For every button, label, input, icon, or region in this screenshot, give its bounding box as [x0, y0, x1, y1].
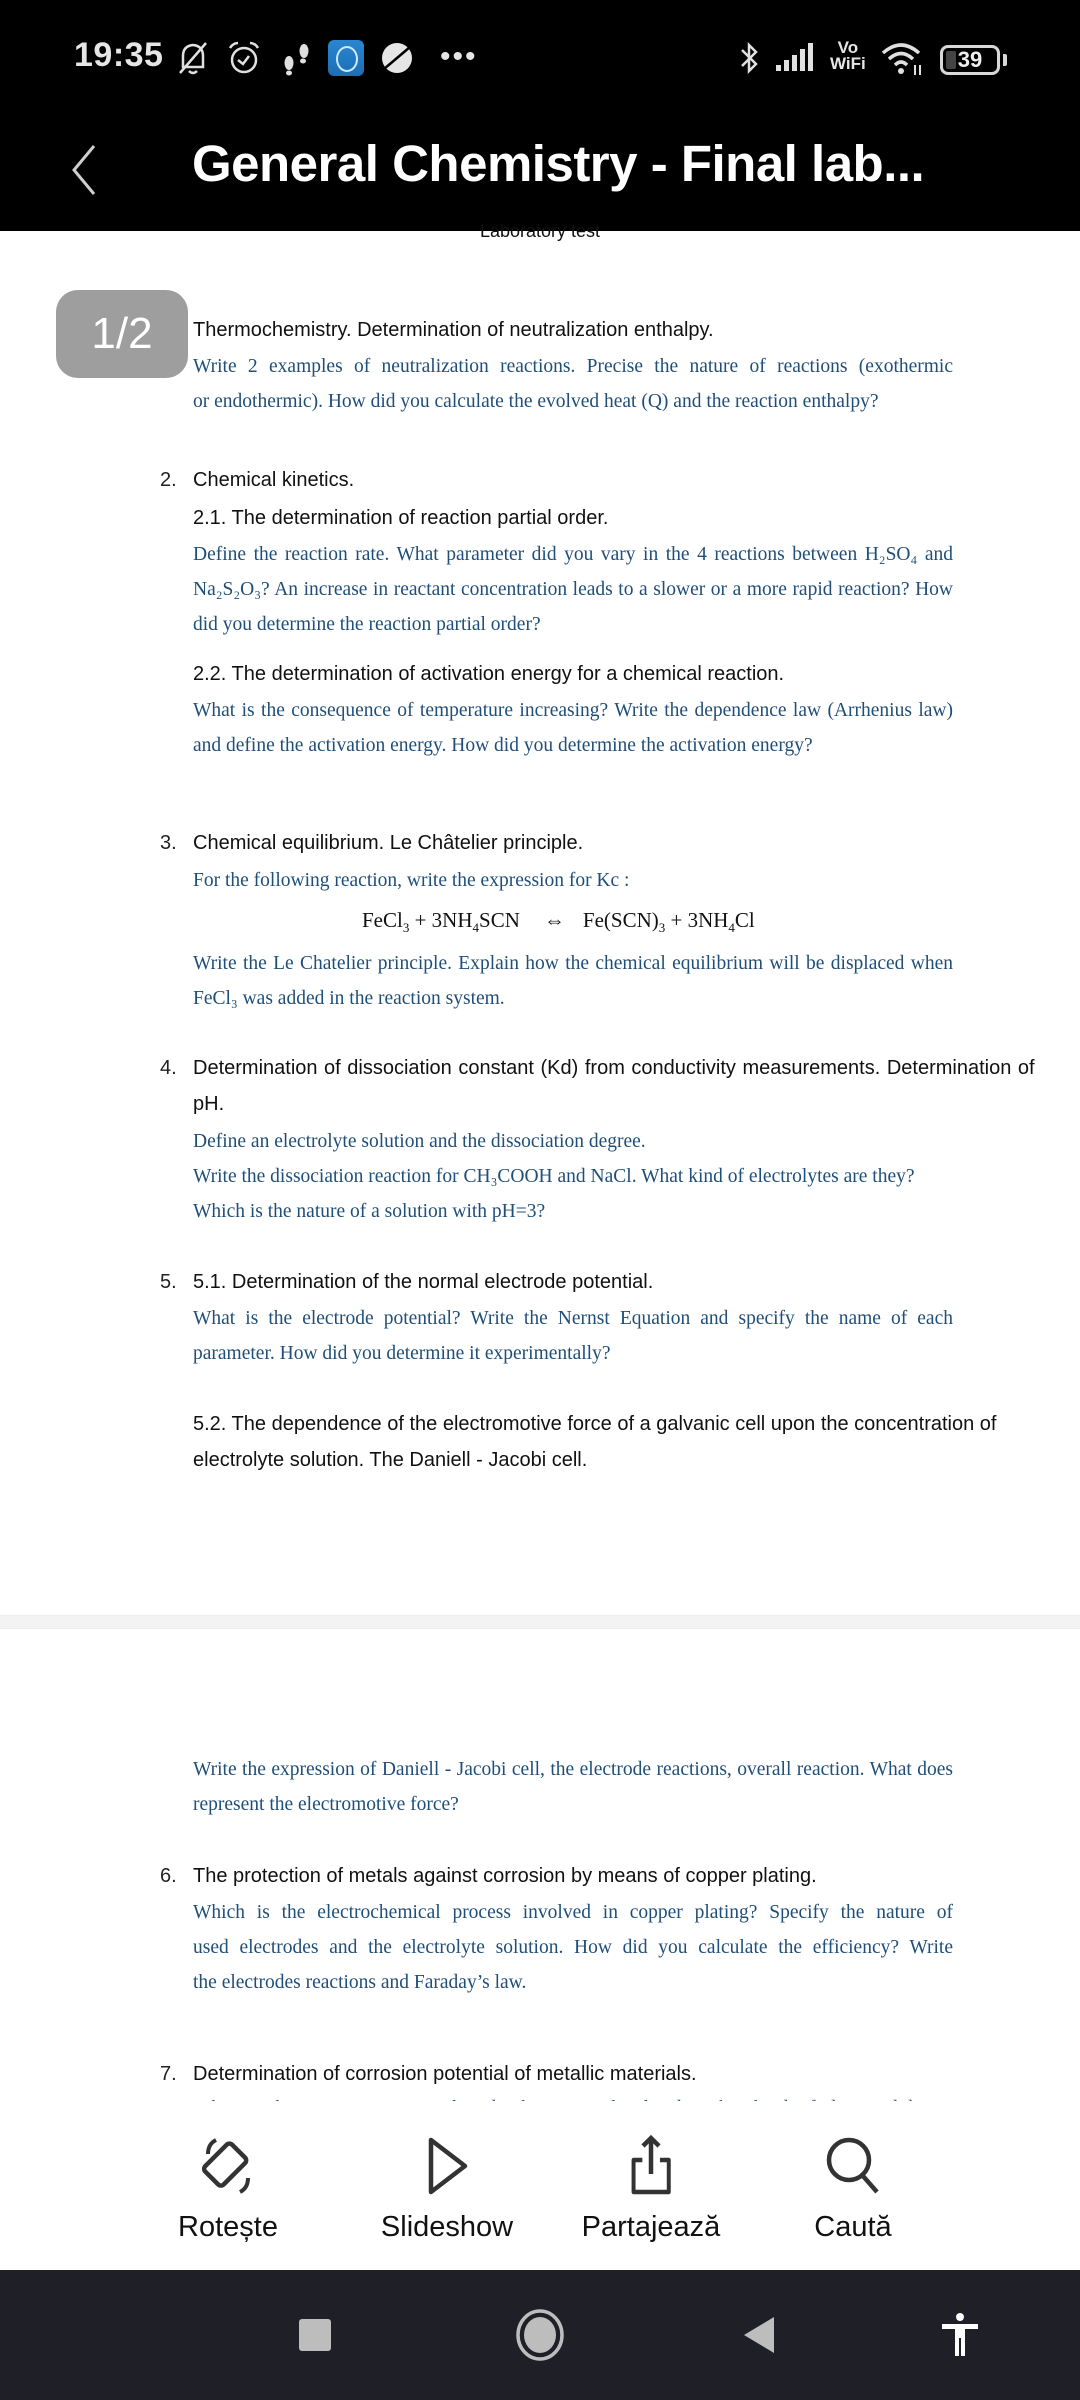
section-question: Define an electrolyte solution and the dissociation degree. Write the dissociation reaction for CH₃COOH and NaCl. What kind of electrolytes are they? Which is the nature of a solution with pH=3?: [193, 1131, 915, 1222]
document-title: General Chemistry - Final lab...: [192, 135, 925, 192]
section-question: Write the Le Chatelier principle. Explain how the chemical equilibrium will be displaced when FeCl₃ was added in the reaction system.: [193, 953, 953, 1009]
subsection-title-cont: electrolyte solution. The Daniell - Jacobi cell.: [193, 1449, 588, 1471]
bell-muted-icon: [176, 38, 210, 78]
search-button[interactable]: Caută: [763, 2101, 943, 2270]
bluetooth-icon: [738, 38, 762, 78]
battery-level: 39: [957, 47, 983, 72]
square-icon: [298, 2317, 332, 2353]
subsection-title: 5.1. Determination of the normal electrode potential.: [193, 1271, 654, 1293]
section-number: 2.: [160, 469, 177, 491]
battery-icon: [940, 45, 1000, 75]
subsection-question: What is the electrode potential? Write the Nernst Equation and specify the name of each parameter. How did you determine it experimentally?: [193, 1308, 953, 1364]
document-viewer[interactable]: [0, 221, 1080, 2101]
section-title: Chemical equilibrium. Le Châtelier principle.: [193, 832, 584, 854]
alarm-icon: [226, 38, 262, 78]
section-title: Chemical kinetics.: [193, 469, 355, 491]
subsection-question: Write the expression of Daniell - Jacobi cell, the electrode reactions, overall reaction. What does represent the electromotive force?: [193, 1759, 953, 1815]
chevron-left-icon: [68, 142, 100, 198]
rotate-button[interactable]: Rotește: [138, 2101, 318, 2270]
recents-button[interactable]: [298, 2310, 332, 2360]
section-number: 7.: [160, 2063, 177, 2085]
back-nav-button[interactable]: [742, 2310, 778, 2360]
subsection-title: 5.2. The dependence of the electromotive force of a galvanic cell upon the concentration of: [193, 1413, 997, 1435]
section-number: 5.: [160, 1271, 177, 1293]
section-title-cont: pH.: [193, 1093, 225, 1115]
equilibrium-arrow-icon: ⇔: [543, 908, 565, 932]
share-button[interactable]: Partajează: [561, 2101, 741, 2270]
section-question: Write 2 examples of neutralization reactions. Precise the nature of reactions (exothermic or endothermic). How did you calculate the evolved heat (Q) and the reaction enthalpy?: [193, 356, 953, 412]
section-title: Determination of corrosion potential of metallic materials.: [193, 2063, 697, 2085]
search-icon: [821, 2133, 885, 2199]
system-navbar: [0, 2270, 1080, 2400]
vowifi-icon: Vo WiFi: [830, 38, 866, 73]
rotate-icon: [196, 2133, 260, 2199]
section-title: Determination of dissociation constant (Kd) from conductivity measurements. Determination of: [193, 1057, 1035, 1079]
section-number: 3.: [160, 832, 177, 854]
page-indicator: 1/2: [56, 290, 188, 378]
reaction-equation: FeCl$_3$ + $3NH_4SCN$ ⇔ $Fe(SCN)_3 + 3NH_4Cl$: [362, 908, 755, 936]
subsection-question: What is the consequence of temperature increasing? Write the dependence law (Arrhenius law) and define the activation energy. How did you determine the activation energy?: [193, 700, 953, 756]
more-dots-icon: •••: [440, 40, 478, 73]
planet-icon: [378, 38, 416, 78]
footsteps-icon: [280, 38, 314, 78]
home-button[interactable]: [514, 2310, 566, 2360]
back-button[interactable]: [68, 130, 118, 210]
slideshow-button[interactable]: Slideshow: [357, 2101, 537, 2270]
section-number: 6.: [160, 1865, 177, 1887]
status-time: 19:35: [74, 36, 164, 74]
section-number: 4.: [160, 1057, 177, 1079]
page-separator: [0, 1615, 1080, 1629]
circle-icon: [514, 2307, 566, 2363]
share-icon: [619, 2133, 683, 2199]
app-header: [0, 120, 1080, 231]
subsection-question: Define the reaction rate. What parameter did you vary in the 4 reactions between H₂SO₄ and Na₂S₂O₃? An increase in reactant concentration leads to a slower or a more rapid reaction? How did you determine the reaction partial order?: [193, 544, 953, 635]
section-title: The protection of metals against corrosion by means of copper plating.: [193, 1865, 817, 1887]
accessibility-button[interactable]: [940, 2310, 980, 2360]
wifi-icon: [880, 38, 926, 78]
signal-icon: [774, 38, 818, 78]
page-heading: Laboratory test: [479, 221, 601, 241]
section-question-intro: For the following reaction, write the expression for Kc :: [193, 870, 630, 891]
app-notification-icon: [328, 40, 364, 76]
subsection-title: 2.2. The determination of activation energy for a chemical reaction.: [193, 663, 785, 685]
bottom-toolbar: [0, 2101, 1080, 2270]
status-bar: [0, 0, 1080, 120]
triangle-back-icon: [742, 2315, 778, 2355]
section-title: Thermochemistry. Determination of neutralization enthalpy.: [193, 319, 714, 341]
section-question: Which is the electrochemical process involved in copper plating? Specify the nature of used electrodes and the electrolyte solution. How did you calculate the efficiency? Write the electrodes reactions and Faraday’s law.: [193, 1902, 953, 1993]
subsection-title: 2.1. The determination of reaction partial order.: [193, 507, 609, 529]
accessibility-icon: [940, 2312, 980, 2358]
play-icon: [415, 2133, 479, 2199]
